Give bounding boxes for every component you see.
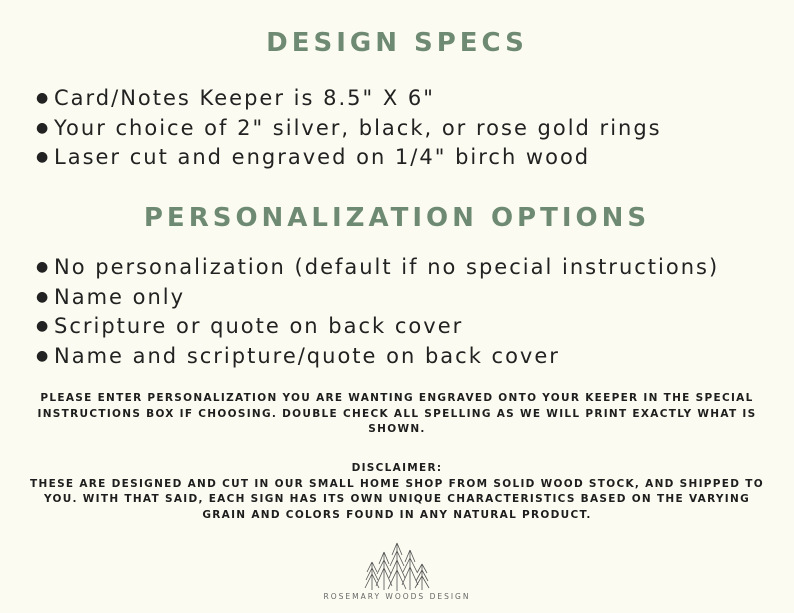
list-item-text: Laser cut and engraved on 1/4" birch wood bbox=[54, 145, 591, 169]
list-item bbox=[36, 312, 719, 342]
list-item-text: Name and scripture/quote on back cover bbox=[54, 343, 560, 368]
list-item bbox=[36, 143, 662, 173]
list-item-text: Name only bbox=[54, 284, 186, 309]
list-item bbox=[36, 342, 719, 372]
disclaimer bbox=[20, 461, 774, 523]
list-item-text: Your choice of 2" silver, black, or rose gold rings bbox=[54, 115, 662, 140]
pine-trees-icon bbox=[362, 540, 432, 592]
list-item-text: Scripture or quote on back cover bbox=[54, 314, 464, 338]
brand-name: ROSEMARY WOODS DESIGN bbox=[323, 592, 471, 601]
list-item-text: No personalization (default if no special instructions) bbox=[54, 255, 720, 279]
disclaimer-label: DISCLAIMER: bbox=[351, 462, 443, 474]
bullet-icon: ● bbox=[36, 259, 51, 275]
list-item bbox=[36, 84, 662, 114]
personalization-list bbox=[36, 253, 719, 371]
list-item bbox=[36, 283, 719, 313]
brand-logo bbox=[0, 540, 794, 592]
bullet-icon: ● bbox=[36, 318, 51, 334]
bullet-icon: ● bbox=[36, 288, 51, 305]
bullet-icon: ● bbox=[36, 149, 51, 165]
bullet-icon: ● bbox=[36, 90, 51, 106]
bullet-icon: ● bbox=[36, 119, 51, 136]
list-item bbox=[36, 253, 719, 283]
list-item-text: Card/Notes Keeper is 8.5" X 6" bbox=[54, 86, 435, 110]
personalization-heading: PERSONALIZATION OPTIONS bbox=[143, 203, 651, 233]
bullet-icon: ● bbox=[36, 347, 51, 364]
list-item bbox=[36, 114, 662, 144]
design-specs-heading: DESIGN SPECS bbox=[266, 28, 528, 58]
disclaimer-text: THESE ARE DESIGNED AND CUT IN OUR SMALL HOME SHOP FROM SOLID WOOD STOCK, AND SHIPPED TO YOU. WITH THAT SAID, EACH SIGN HAS ITS OWN UNIQUE CHARACTERISTICS BASED ON THE VARYING GRAIN AND COLORS FOUND IN ANY NATURAL PRODUCT. bbox=[30, 477, 764, 521]
personalization-note: PLEASE ENTER PERSONALIZATION YOU ARE WANTING ENGRAVED ONTO YOUR KEEPER IN THE SPECIAL INSTRUCTIONS BOX IF CHOOSING. DOUBLE CHECK ALL SPELLING AS WE WILL PRINT EXACTLY WHAT IS SHOWN. bbox=[37, 392, 757, 435]
design-specs-list bbox=[36, 84, 662, 173]
